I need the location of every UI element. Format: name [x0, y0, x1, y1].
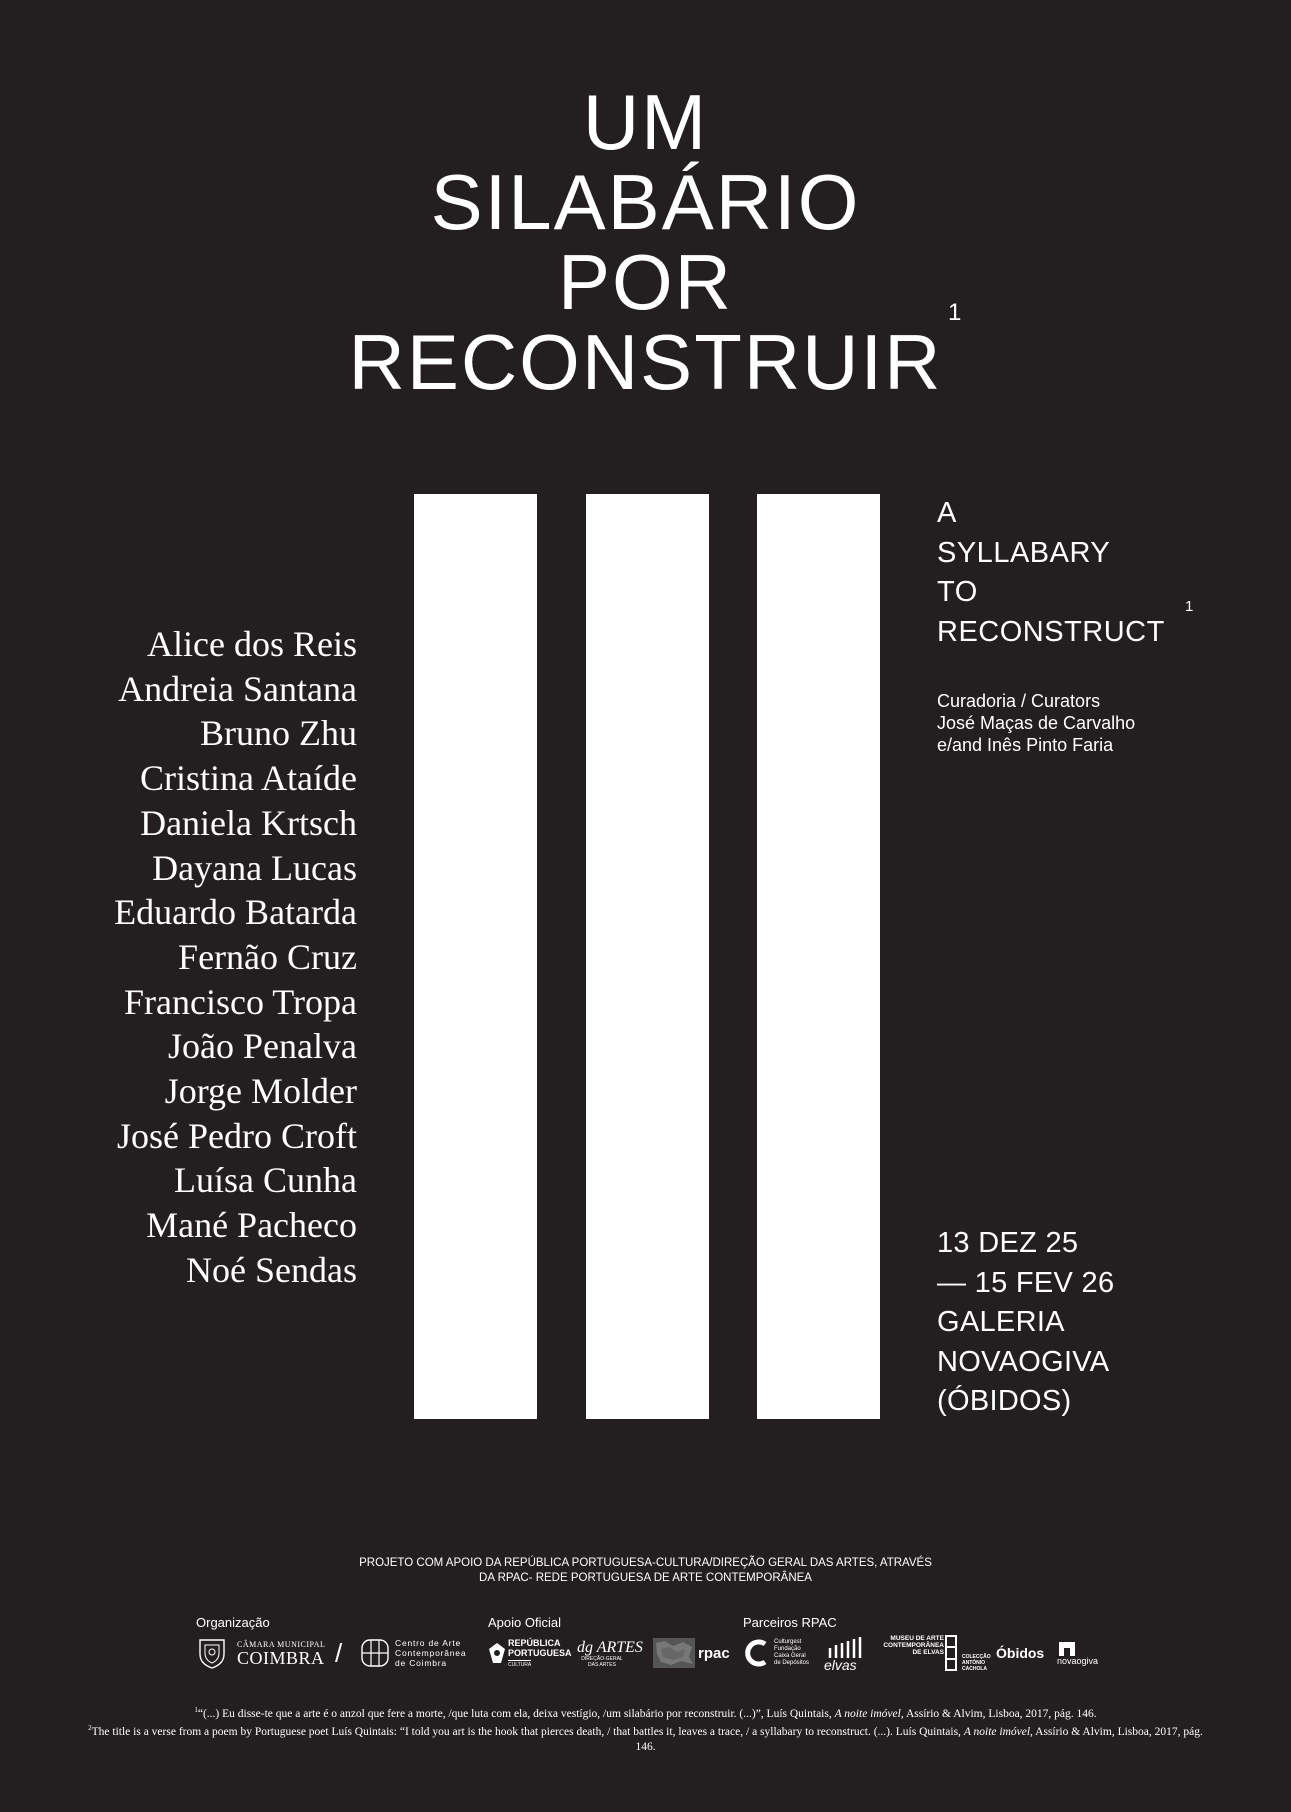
culturgest-line: Caixa Geral	[774, 1653, 806, 1659]
rpac-map-mark	[653, 1634, 695, 1672]
english-title-line: TO	[937, 576, 978, 608]
republica-emblem	[487, 1634, 507, 1672]
date-start: 13 DEZ 25	[937, 1227, 1079, 1259]
english-title	[937, 494, 1165, 652]
republica-portuguesa-logo	[508, 1634, 570, 1672]
colecao-cachola-mark	[945, 1634, 959, 1672]
dates-venue	[937, 1224, 1114, 1422]
footnote-1	[80, 1703, 1211, 1721]
cac-coimbra-mark	[360, 1634, 392, 1672]
artist-name: Noé Sendas	[186, 1249, 357, 1290]
republica-sub: CULTURA	[508, 1661, 532, 1668]
republica-line: REPÚBLICA	[508, 1637, 561, 1648]
mac-elvas-line: CONTEMPORÂNEA	[883, 1642, 944, 1649]
footnote-2-mark: 2	[88, 1724, 92, 1733]
parceiros-rpac-label: Parceiros RPAC	[743, 1615, 837, 1630]
cachola-line: COLECÇÃO	[962, 1654, 991, 1660]
artist-name: Mané Pacheco	[146, 1205, 357, 1246]
republica-line: PORTUGUESA	[508, 1647, 572, 1658]
title-line: RECONSTRUIR	[348, 318, 943, 406]
curators-block	[937, 690, 1135, 756]
dgartes-logo	[577, 1634, 643, 1672]
crest-icon	[196, 1636, 228, 1670]
novaogiva-mark-icon	[1057, 1640, 1077, 1656]
venue-location: (ÓBIDOS)	[937, 1385, 1072, 1417]
vertical-bar	[414, 494, 537, 1419]
culturgest-c-icon	[741, 1638, 769, 1668]
coimbra-logo-top: CÂMARA MUNICIPAL	[237, 1639, 326, 1649]
culturgest-logo	[774, 1634, 818, 1672]
footnote-1-tail: , Assírio & Alvim, Lisboa, 2017, pág. 146.	[900, 1707, 1097, 1720]
culturgest-line: Culturgest	[774, 1639, 802, 1645]
culturgest-line: Fundação	[774, 1646, 801, 1652]
republica-emblem-icon	[487, 1641, 507, 1665]
cac-line: Contemporânea	[395, 1648, 467, 1658]
culturgest-mark	[741, 1634, 771, 1672]
curators-heading: Curadoria / Curators	[937, 691, 1101, 711]
artist-name: Luísa Cunha	[174, 1160, 357, 1201]
project-note-line: PROJETO COM APOIO DA REPÚBLICA PORTUGUESA-CULTURA/DIREÇÃO GERAL DAS ARTES, ATRAVÉS	[359, 1557, 932, 1569]
project-support-note	[0, 1556, 1291, 1586]
rpac-texture-icon	[653, 1637, 695, 1669]
artist-name: José Pedro Croft	[117, 1115, 357, 1156]
cac-line: de Coimbra	[395, 1658, 447, 1668]
coimbra-crest-logo	[196, 1634, 228, 1672]
title-line: SILABÁRIO	[430, 158, 861, 246]
cac-grid-icon	[360, 1638, 390, 1668]
artist-name: Cristina Ataíde	[140, 758, 357, 799]
title-line: UM	[582, 78, 709, 166]
footnote-2	[80, 1721, 1211, 1754]
novaogiva-logo	[1057, 1634, 1103, 1672]
cac-line: Centro de Arte	[395, 1638, 462, 1648]
project-note-line: DA RPAC- REDE PORTUGUESA DE ARTE CONTEMPORÂNEA	[479, 1572, 812, 1584]
dgartes-sub: DIREÇÃO-GERAL DAS ARTES	[581, 1655, 623, 1668]
artist-name: Daniela Krtsch	[140, 802, 357, 843]
rpac-logo: rpac	[698, 1644, 730, 1662]
footnote-2-book: A noite imóvel	[963, 1726, 1031, 1739]
cachola-line: ANTÓNIO	[962, 1660, 986, 1666]
obidos-logo: Óbidos	[996, 1645, 1045, 1661]
mac-elvas-line: DE ELVAS	[912, 1649, 944, 1656]
apoio-oficial-label: Apoio Oficial	[488, 1615, 561, 1630]
vertical-bar	[586, 494, 709, 1419]
mac-elvas-line: MUSEU DE ARTE	[890, 1635, 944, 1642]
logo-separator: /	[335, 1637, 343, 1668]
vertical-bar	[757, 494, 880, 1419]
footnote-1-mark: 1	[194, 1706, 198, 1714]
curator-name: e/and Inês Pinto Faria	[937, 735, 1114, 755]
artist-name: Jorge Molder	[164, 1071, 357, 1112]
elvas-aqueduct-icon	[824, 1636, 864, 1658]
curator-name: José Maças de Carvalho	[937, 713, 1136, 733]
museu-arte-contemporanea-elvas-logo	[878, 1634, 944, 1673]
english-title-line: SYLLABARY	[937, 536, 1111, 569]
english-title-line: A	[937, 497, 957, 529]
artist-name: Francisco Tropa	[124, 981, 357, 1022]
footnote-2-tail: , Assírio & Alvim, Lisboa, 2017, pág. 146.	[635, 1726, 1203, 1753]
venue-line: NOVAOGIVA	[937, 1345, 1110, 1378]
artist-name: Eduardo Batarda	[114, 892, 357, 933]
artist-name: Bruno Zhu	[200, 713, 357, 754]
colecao-antonio-cachola-logo	[962, 1634, 998, 1672]
camara-municipal-coimbra-logo	[237, 1634, 329, 1672]
date-end: — 15 FEV 26	[937, 1266, 1115, 1299]
dgartes-main: dg ARTES	[577, 1638, 643, 1656]
footnote-2-text: The title is a verse from a poem by Portuguese poet Luís Quintais: “I told you art is the hook that pierces death, / that battles it, leaves a trace, / a syllabary to reconstruct. (...). Luís Quintais,	[91, 1726, 964, 1739]
title-footnote-mark: 1	[948, 299, 962, 326]
cachola-line: CACHOLA	[962, 1666, 987, 1672]
english-title-footnote-mark: 1	[1185, 598, 1194, 615]
artist-name: Fernão Cruz	[178, 936, 357, 977]
footnote-1-text: “(...) Eu disse-te que a arte é o anzol que fere a morte, /que luta com ela, deixa vestígio, /um silabário por reconstruir. (...)”, Luís Quintais,	[197, 1707, 835, 1720]
english-title-line: RECONSTRUCT	[937, 615, 1165, 648]
artist-name: Dayana Lucas	[152, 847, 357, 888]
footnote-1-book: A noite imóvel	[834, 1707, 901, 1720]
cac-coimbra-logo	[395, 1634, 467, 1672]
cachola-mark-icon	[945, 1635, 957, 1671]
footnotes	[80, 1703, 1211, 1754]
elvas-text: elvas	[824, 1657, 857, 1673]
main-title	[0, 78, 1291, 406]
organizacao-label: Organização	[196, 1615, 270, 1630]
novaogiva-text: novaogiva	[1057, 1656, 1099, 1666]
artist-name: Alice dos Reis	[147, 624, 357, 664]
venue-line: GALERIA	[937, 1306, 1065, 1338]
artist-name: João Penalva	[168, 1026, 357, 1067]
artist-name: Andreia Santana	[118, 668, 357, 709]
culturgest-line: de Depósitos	[774, 1660, 810, 1666]
artist-list	[114, 622, 357, 1293]
coimbra-logo-main: COIMBRA	[237, 1647, 325, 1668]
title-line: POR	[557, 238, 734, 326]
elvas-logo	[824, 1634, 868, 1672]
